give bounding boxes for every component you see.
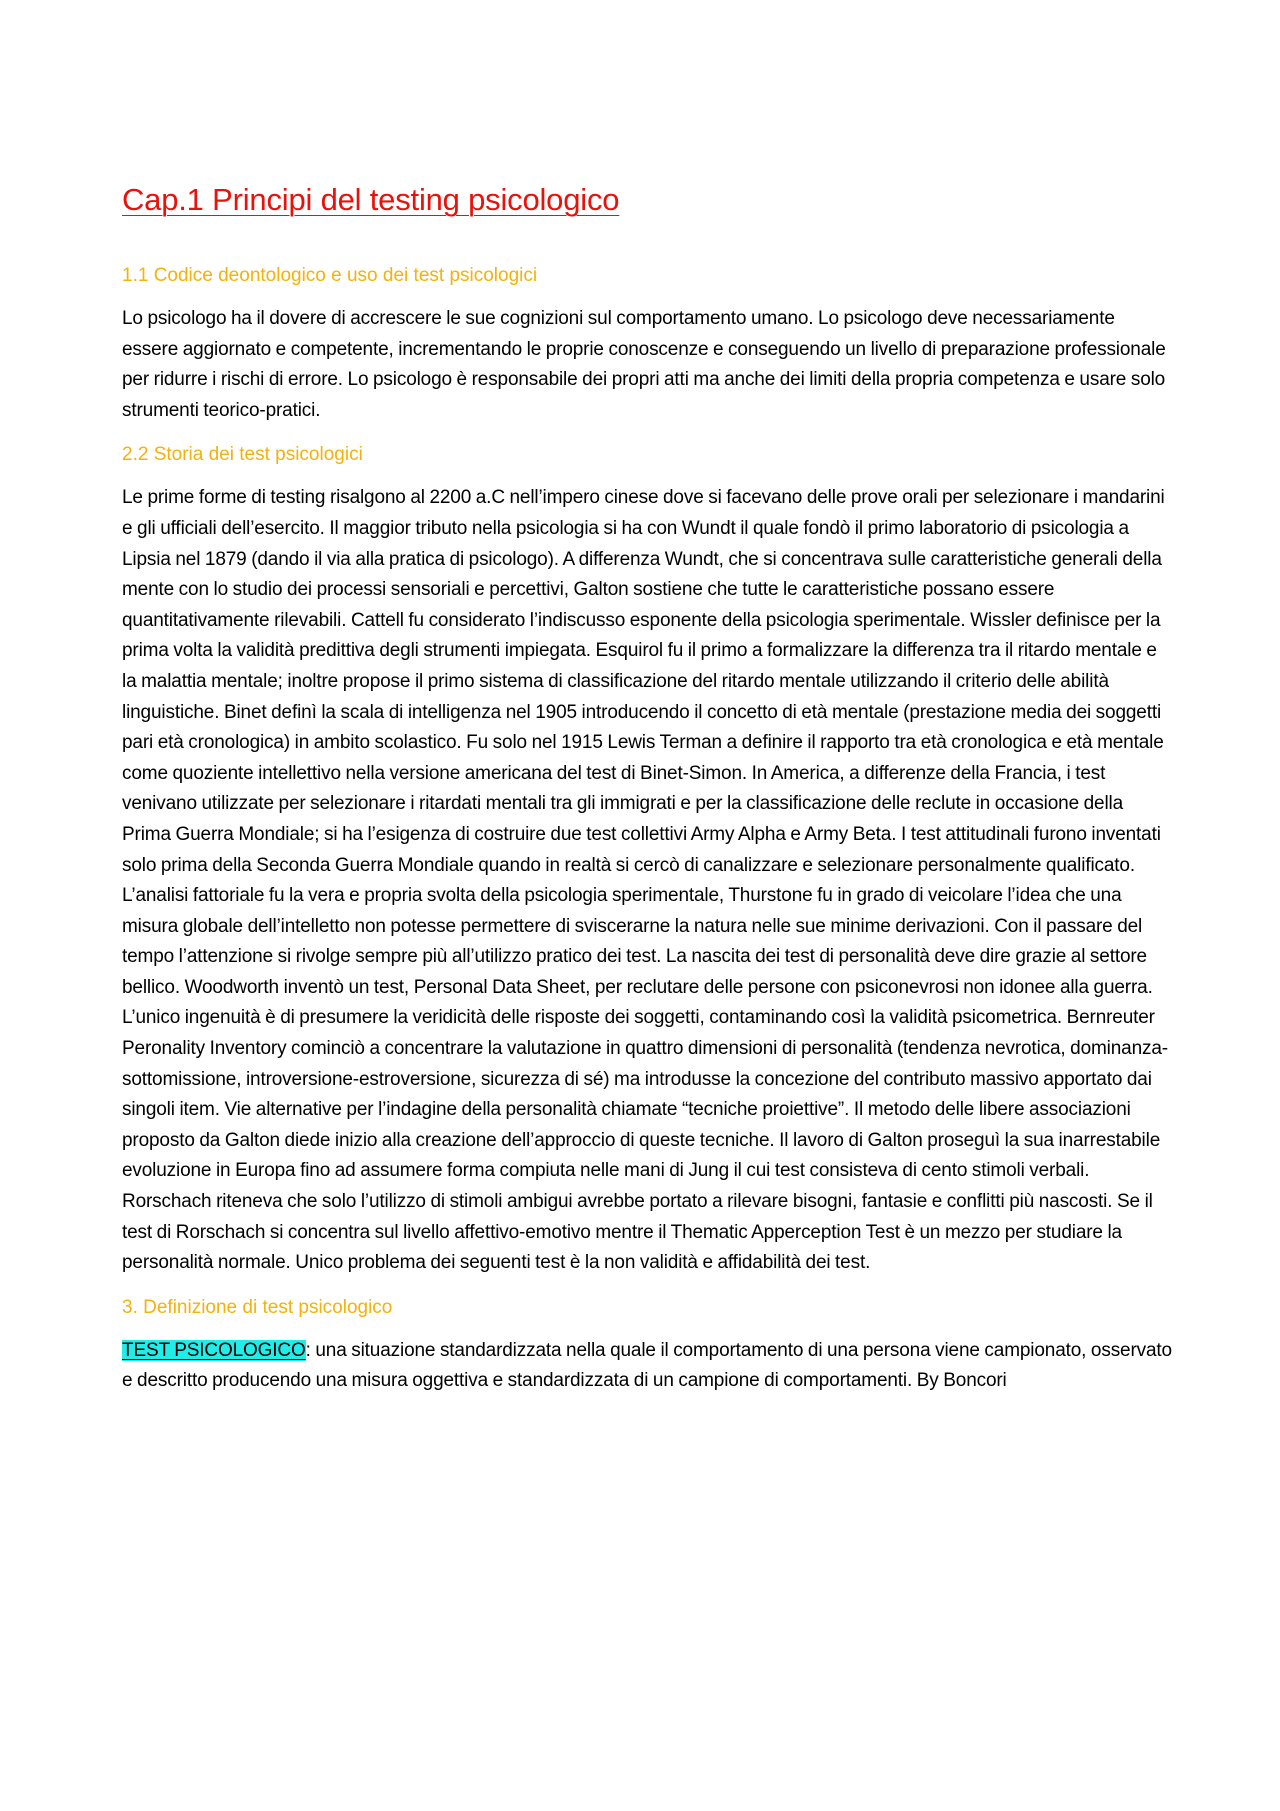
paragraph-codice: Lo psicologo ha il dovere di accrescere le sue cognizioni sul comportamento umano. Lo psicologo deve necessariamente essere aggiornato e competente, incrementando le proprie conoscenze e conseguendo un livello di preparazione professionale per ridurre i rischi di errore. Lo psicologo è responsabile dei propri atti ma anche dei limiti della propria competenza e usare solo strumenti teorico-pratici.	[122, 308, 1166, 421]
definition-text: : una situazione standardizzata nella quale il comportamento di una persona viene campionato, osservato e descritto producendo una misura oggettiva e standardizzata di un campione di comportamenti. By Boncori	[122, 1339, 1172, 1392]
document-page	[122, 178, 1172, 1412]
section-heading-storia: 2.2 Storia dei test psicologici	[122, 444, 363, 466]
chapter-title: Cap.1 Principi del testing psicologico	[122, 182, 620, 217]
section-heading-definizione: 3. Definizione di test psicologico	[122, 1296, 393, 1318]
highlighted-term: TEST PSICOLOGICO	[122, 1339, 306, 1361]
paragraph-definizione	[122, 1336, 1172, 1397]
section-heading-codice: 1.1 Codice deontologico e uso dei test psicologici	[122, 265, 538, 286]
paragraph-storia: Le prime forme di testing risalgono al 2200 a.C nell’impero cinese dove si facevano delle prove orali per selezionare i mandarini e gli ufficiali dell’esercito. Il maggior tributo nella psicologia si ha con Wundt il quale fondò il primo laboratorio di psicologia a Lipsia nel 1879 (dando il via alla pratica di psicologo). A differenza Wundt, che si concentrava sulle caratteristiche generali della mente con lo studio dei processi sensoriali e percettivi, Galton sostiene che tutte le caratteristiche possano essere quantitativamente rilevabili. Cattell fu considerato l’indiscusso esponente della psicologia sperimentale. Wissler definisce per la prima volta la validità predittiva degli strumenti impiegata. Esquirol fu il primo a formalizzare la differenza tra il ritardo mentale e la malattia mentale; inoltre propose il primo sistema di classificazione del ritardo mentale utilizzando il criterio delle abilità linguistiche. Binet definì la scala di intelligenza nel 1905 introducendo il concetto di età mentale (prestazione media dei soggetti pari età cronologica) in ambito scolastico. Fu solo nel 1915 Lewis Terman a definire il rapporto tra età cronologica e età mentale come quoziente intellettivo nella versione americana del test di Binet-Simon. In America, a differenze della Francia, i test venivano utilizzate per selezionare i ritardati mentali tra gli immigrati e per la classificazione delle reclute in occasione della Prima Guerra Mondiale; si ha l’esigenza di costruire due test collettivi Army Alpha e Army Beta. I test attitudinali furono inventati solo prima della Seconda Guerra Mondiale quando in realtà si cercò di canalizzare e selezionare personalmente qualificato. L’analisi fattoriale fu la vera e propria svolta della psicologia sperimentale, Thurstone fu in grado di veicolare l’idea che una misura globale dell’intelletto non potesse permettere di sviscerarne la natura nelle sue minime derivazioni. Con il passare del tempo l’attenzione si rivolge sempre più all’utilizzo pratico dei test. La nascita dei test di personalità deve dire grazie al settore bellico. Woodworth inventò un test, Personal Data Sheet, per reclutare delle persone con psiconevrosi non idonee alla guerra. L’unico ingenuità è di presumere la veridicità delle risposte dei soggetti, contaminando così la validità psicometrica. Bernreuter Peronality Inventory cominciò a concentrare la valutazione in quattro dimensioni di personalità (tendenza nevrotica, dominanza-sottomissione, introversione-estroversione, sicurezza di sé) ma introdusse la concezione del contributo massivo apportato dai singoli item. Vie alternative per l’indagine della personalità chiamate “tecniche proiettive”. Il metodo delle libere associazioni proposto da Galton diede inizio alla creazione dell’approccio di queste tecniche. Il lavoro di Galton proseguì la sua inarrestabile evoluzione in Europa fino ad assumere forma compiuta nelle mani di Jung il cui test consisteva di cento stimoli verbali. Rorschach riteneva che solo l’utilizzo di stimoli ambigui avrebbe portato a rilevare bisogni, fantasie e conflitti più nascosti. Se il test di Rorschach si concentra sul livello affettivo-emotivo mentre il Thematic Apperception Test è un mezzo per studiare la personalità normale. Unico problema dei seguenti test è la non validità e affidabilità dei test.	[122, 487, 1168, 1274]
